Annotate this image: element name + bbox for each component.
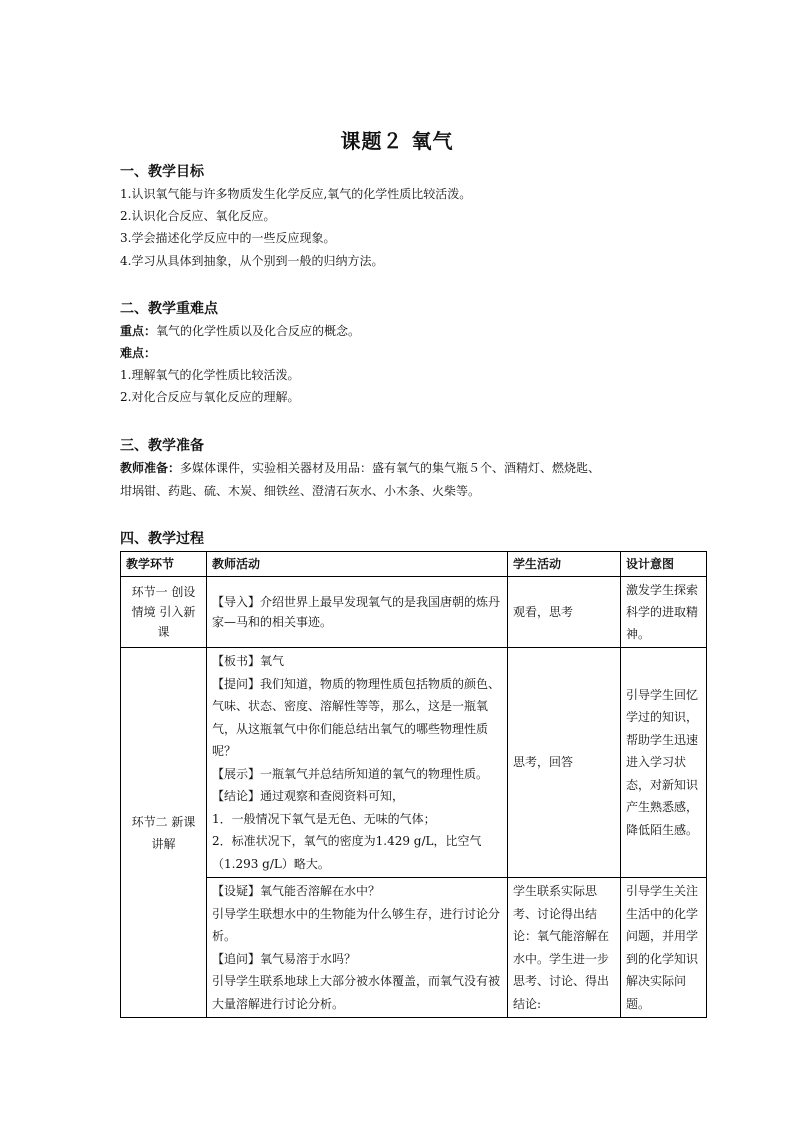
stage-cell: 环节一 创设情境 引入新课: [121, 577, 207, 648]
goal-item: 2.认识化合反应、氧化反应。: [120, 209, 276, 223]
goal-item: 3.学会描述化学反应中的一些反应现象。: [120, 231, 336, 245]
teacher-activity-cell: [207, 878, 508, 1018]
header-intent: 设计意图: [621, 552, 707, 577]
teacher-activity-cell: [207, 648, 508, 878]
student-activity-cell: 观看，思考: [508, 577, 621, 648]
section-heading-goals: 一、教学目标: [120, 164, 204, 180]
preparation-line-2: 坩埚钳、药匙、硫、木炭、细铁丝、澄清石灰水、小木条、火柴等。: [120, 484, 481, 498]
preparation-line: [120, 460, 600, 476]
table-row: [121, 577, 707, 648]
difficulty-item: 1.理解氧气的化学性质比较活泼。: [120, 368, 300, 382]
student-activity-cell: 思考，回答: [508, 648, 621, 878]
teacher-activity-para: 引导学生联系地球上大部分被水体覆盖，而氧气没有被大量溶解进行讨论分析。: [212, 974, 501, 1011]
goal-item: 1.认识氧气能与许多物质发生化学反应,氧气的化学性质比较活泼。: [120, 187, 472, 201]
design-intent-cell: 引导学生关注生活中的化学问题，并用学到的化学知识解决实际问题。: [621, 878, 707, 1018]
key-point-label: 重点：: [120, 324, 157, 338]
page-title: 课题２ 氧气: [340, 129, 454, 153]
teacher-activity-para: 2．标准状况下，氧气的密度为1.429 g/L，比空气（1.293 g/L）略大。: [212, 834, 482, 871]
teacher-activity-para: 【板书】氧气: [212, 654, 285, 668]
table-header-row: [121, 552, 707, 577]
teacher-activity-para: 引导学生联想水中的生物能为什么够生存，进行讨论分析。: [212, 906, 501, 943]
stage-cell: 环节二 新课讲解: [121, 648, 207, 1018]
student-activity-cell: 学生联系实际思考、讨论得出结论：氧气能溶解在水中。学生进一步思考、讨论、得出结论:: [508, 878, 621, 1018]
teaching-process-table: [120, 551, 707, 1018]
header-stage: 教学环节: [121, 552, 207, 577]
teacher-activity-para: 1．一般情况下氧气是无色、无味的气体；: [212, 811, 436, 826]
table-row: [121, 878, 707, 1018]
teacher-activity-cell: 【导入】介绍世界上最早发现氧气的是我国唐朝的炼丹家—马和的相关事迹。: [207, 577, 508, 648]
key-point-text: 氧气的化学性质以及化合反应的概念。: [156, 324, 361, 338]
teacher-activity-para: 【提问】我们知道，物质的物理性质包括物质的颜色、气味、状态、密度、溶解性等等，那么，这是一瓶氧气，从这瓶氧气中你们能总结出氧气的哪些物理性质呢？: [212, 676, 501, 758]
section-heading-preparation: 三、教学准备: [120, 438, 204, 454]
teacher-activity-para: 【展示】一瓶氧气并总结所知道的氧气的物理性质。: [212, 766, 489, 781]
difficulty-label: 难点：: [120, 346, 157, 360]
design-intent-cell: 激发学生探索科学的进取精神。: [621, 577, 707, 648]
design-intent-cell: 引导学生回忆学过的知识，帮助学生迅速进入学习状态，对新知识产生熟悉感，降低陌生感。: [621, 648, 707, 878]
section-heading-process: 四、教学过程: [120, 531, 204, 547]
difficulty-label-line: [120, 345, 156, 361]
key-point-line: [120, 323, 360, 339]
header-student: 学生活动: [508, 552, 621, 577]
section-heading-keypoints: 二、教学重难点: [120, 301, 218, 317]
teacher-activity-para: 【结论】通过观察和查阅资料可知，: [212, 789, 405, 803]
difficulty-item: 2.对化合反应与氧化反应的理解。: [120, 390, 300, 404]
header-teacher: 教师活动: [207, 552, 508, 577]
preparation-label: 教师准备：: [120, 461, 181, 475]
goal-item: 4.学习从具体到抽象，从个别到一般的归纳方法。: [120, 254, 384, 268]
preparation-text: 多媒体课件，实验相关器材及用品：盛有氧气的集气瓶５个、酒精灯、燃烧匙、: [180, 461, 601, 475]
teacher-activity-para: 【设疑】氧气能否溶解在水中？: [212, 884, 381, 898]
table-row: [121, 648, 707, 878]
teacher-activity-para: 【追问】氧气易溶于水吗？: [212, 951, 357, 966]
